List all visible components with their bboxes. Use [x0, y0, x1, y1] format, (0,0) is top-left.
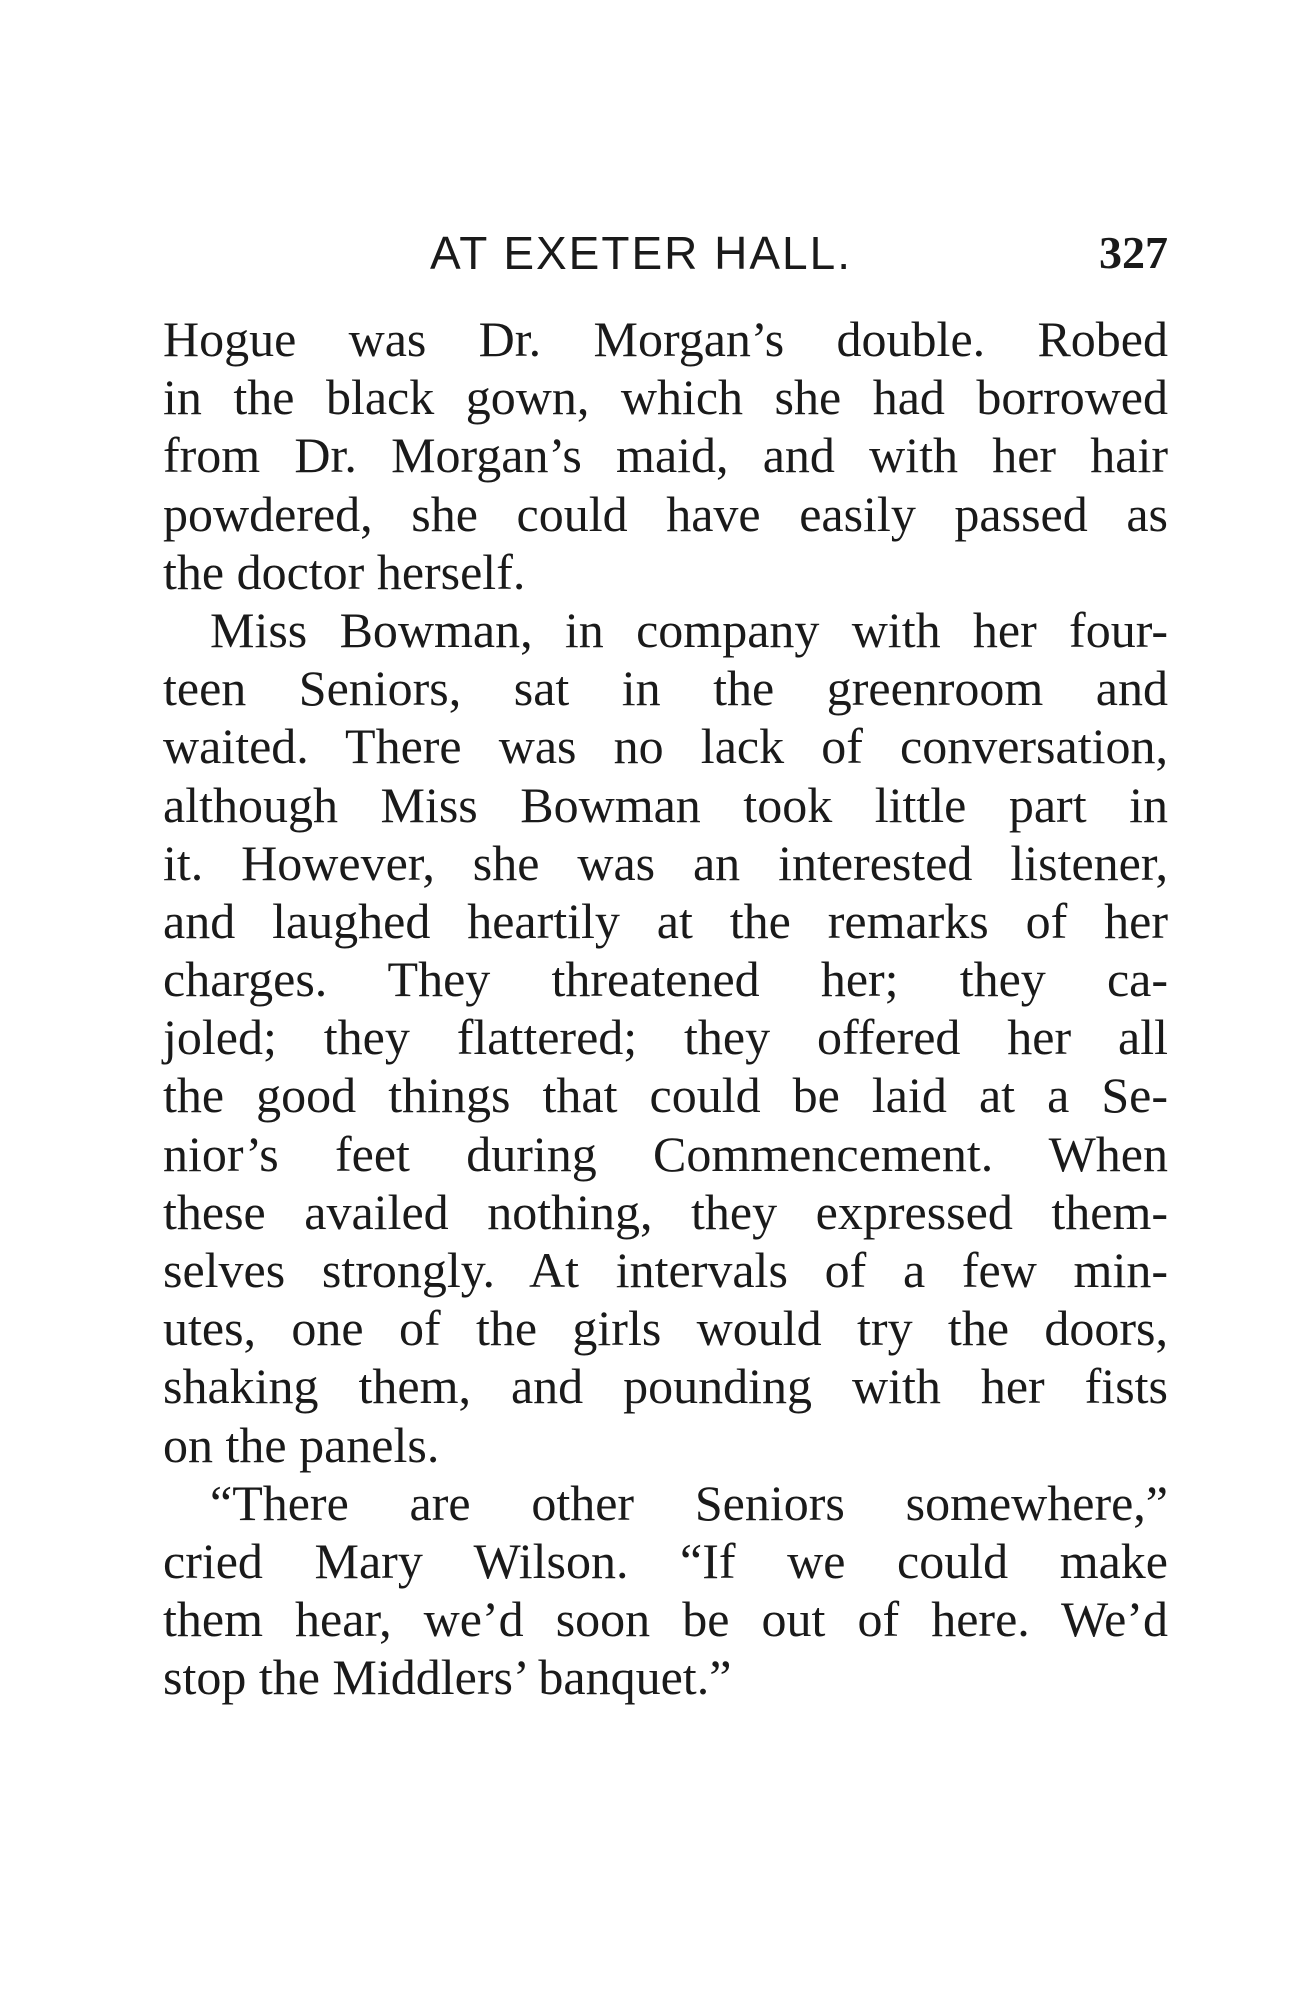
- paragraph: [163, 310, 1168, 601]
- text-line: teen Seniors, sat in the greenroom and: [163, 660, 1168, 717]
- text-line: Hogue was Dr. Morgan’s double. Robed: [163, 311, 1168, 367]
- page-number: 327: [1099, 227, 1168, 278]
- text-line: joled; they flattered; they offered her all: [163, 1009, 1168, 1066]
- text-line: “There are other Seniors somewhere,”: [210, 1474, 1168, 1531]
- text-line: them hear, we’d soon be out of here. We’d: [163, 1591, 1168, 1648]
- paragraph: [163, 601, 1168, 1474]
- text-line: it. However, she was an interested listener,: [163, 834, 1168, 891]
- text-line: the good things that could be laid at a Se-: [163, 1067, 1168, 1124]
- text-line: Miss Bowman, in company with her four-: [210, 601, 1168, 658]
- running-head: [163, 226, 1168, 286]
- text-line: utes, one of the girls would try the doors,: [163, 1300, 1168, 1357]
- text-line: nior’s feet during Commencement. When: [163, 1125, 1168, 1182]
- text-line: charges. They threatened her; they ca-: [163, 951, 1168, 1008]
- text-line: stop the Middlers’ banquet.”: [163, 1649, 732, 1706]
- text-line: waited. There was no lack of conversation,: [163, 718, 1168, 775]
- running-title: AT EXETER HALL.: [430, 227, 852, 279]
- text-line: in the black gown, which she had borrowed: [163, 369, 1168, 426]
- text-line: selves strongly. At intervals of a few min-: [163, 1242, 1168, 1298]
- text-line: cried Mary Wilson. “If we could make: [163, 1532, 1168, 1589]
- text-line: although Miss Bowman took little part in: [163, 776, 1168, 833]
- text-line: shaking them, and pounding with her fists: [163, 1358, 1168, 1415]
- paragraph: [163, 1474, 1168, 1707]
- text-line: on the panels.: [163, 1416, 440, 1473]
- text-line: the doctor herself.: [163, 543, 526, 600]
- text-line: these availed nothing, they expressed them-: [163, 1183, 1168, 1240]
- text-line: powdered, she could have easily passed as: [163, 485, 1168, 542]
- text-line: from Dr. Morgan’s maid, and with her hair: [163, 427, 1168, 484]
- text-line: and laughed heartily at the remarks of her: [163, 892, 1168, 949]
- body-text: [163, 310, 1168, 1707]
